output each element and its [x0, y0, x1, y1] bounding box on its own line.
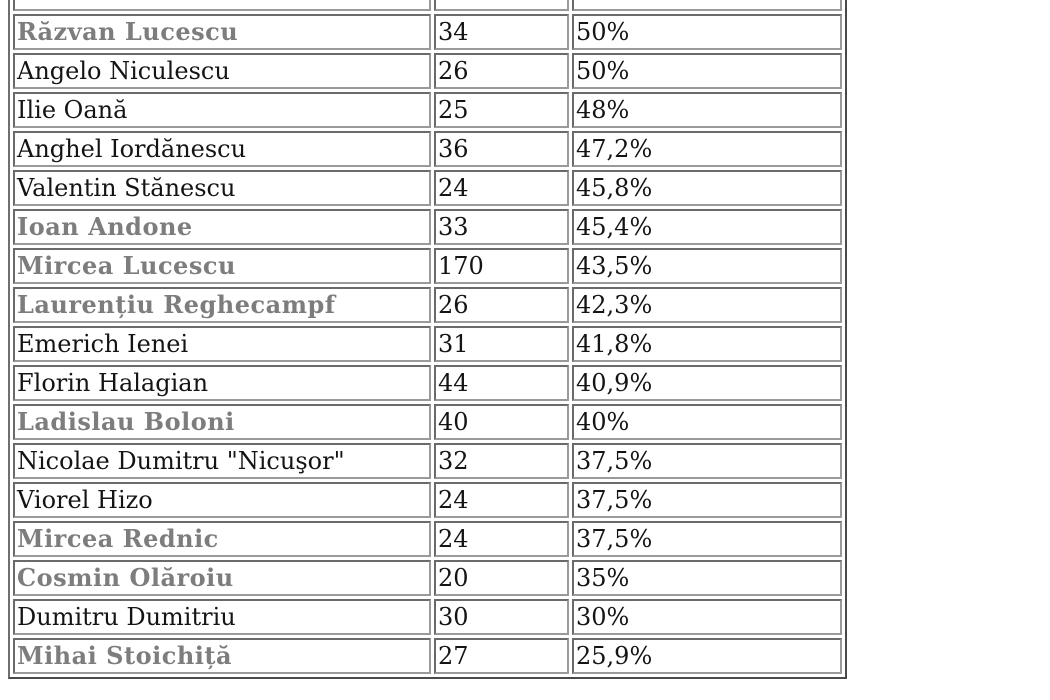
win-percentage-cell: 50%: [572, 53, 842, 89]
coach-name-cell: Ioan Andone: [13, 209, 431, 245]
win-percentage-cell: 50%: [572, 14, 842, 50]
table-row: [13, 638, 842, 674]
table-row: [13, 0, 842, 11]
win-percentage-cell: 43,5%: [572, 248, 842, 284]
coach-stats-table-container: [8, 0, 847, 679]
table-row: [13, 287, 842, 323]
coach-name-cell: Răzvan Lucescu: [13, 14, 431, 50]
coach-name-cell: Cosmin Olăroiu: [13, 560, 431, 596]
coach-name-cell: Nicolae Dumitru "Nicuşor": [13, 443, 431, 479]
games-count-cell: 27: [434, 638, 569, 674]
table-row: [13, 404, 842, 440]
coach-name-cell: Viorel Hizo: [13, 482, 431, 518]
table-row: [13, 521, 842, 557]
table-row: [13, 92, 842, 128]
win-percentage-cell: [572, 0, 842, 11]
games-count-cell: 40: [434, 404, 569, 440]
games-count-cell: 24: [434, 482, 569, 518]
win-percentage-cell: 35%: [572, 560, 842, 596]
win-percentage-cell: 37,5%: [572, 482, 842, 518]
games-count-cell: 26: [434, 53, 569, 89]
table-row: [13, 560, 842, 596]
games-count-cell: 31: [434, 326, 569, 362]
coach-name-cell: Mircea Rednic: [13, 521, 431, 557]
table-row: [13, 599, 842, 635]
table-body: [13, 0, 842, 674]
games-count-cell: 44: [434, 365, 569, 401]
coach-name-cell: Ladislau Boloni: [13, 404, 431, 440]
coach-name-cell: Anghel Iordănescu: [13, 131, 431, 167]
footer-caption: [8, 688, 908, 700]
win-percentage-cell: 47,2%: [572, 131, 842, 167]
games-count-cell: 20: [434, 560, 569, 596]
coach-name-cell: Angelo Niculescu: [13, 53, 431, 89]
coach-name-cell: Valentin Stănescu: [13, 170, 431, 206]
win-percentage-cell: 45,8%: [572, 170, 842, 206]
games-count-cell: 30: [434, 599, 569, 635]
table-row: [13, 482, 842, 518]
games-count-cell: 24: [434, 170, 569, 206]
table-row: [13, 131, 842, 167]
games-count-cell: 32: [434, 443, 569, 479]
games-count-cell: 24: [434, 521, 569, 557]
games-count-cell: [434, 0, 569, 11]
win-percentage-cell: 37,5%: [572, 443, 842, 479]
table-row: [13, 170, 842, 206]
coach-name-cell: Laurențiu Reghecampf: [13, 287, 431, 323]
win-percentage-cell: 48%: [572, 92, 842, 128]
coach-name-cell: Ilie Oană: [13, 92, 431, 128]
win-percentage-cell: 30%: [572, 599, 842, 635]
table-row: [13, 53, 842, 89]
games-count-cell: 33: [434, 209, 569, 245]
win-percentage-cell: 42,3%: [572, 287, 842, 323]
coach-name-cell: Dumitru Dumitriu: [13, 599, 431, 635]
table-row: [13, 443, 842, 479]
coach-name-cell: Mircea Lucescu: [13, 248, 431, 284]
table-row: [13, 248, 842, 284]
win-percentage-cell: 25,9%: [572, 638, 842, 674]
coach-name-cell: Emerich Ienei: [13, 326, 431, 362]
coach-name-cell: Mihai Stoichiță: [13, 638, 431, 674]
table-row: [13, 365, 842, 401]
table-row: [13, 14, 842, 50]
games-count-cell: 34: [434, 14, 569, 50]
win-percentage-cell: 40,9%: [572, 365, 842, 401]
table-row: [13, 326, 842, 362]
coach-stats-table: [8, 0, 847, 679]
games-count-cell: 170: [434, 248, 569, 284]
coach-name-cell: [13, 0, 431, 11]
win-percentage-cell: 40%: [572, 404, 842, 440]
win-percentage-cell: 41,8%: [572, 326, 842, 362]
coach-name-cell: Florin Halagian: [13, 365, 431, 401]
games-count-cell: 26: [434, 287, 569, 323]
games-count-cell: 25: [434, 92, 569, 128]
games-count-cell: 36: [434, 131, 569, 167]
table-row: [13, 209, 842, 245]
win-percentage-cell: 45,4%: [572, 209, 842, 245]
win-percentage-cell: 37,5%: [572, 521, 842, 557]
